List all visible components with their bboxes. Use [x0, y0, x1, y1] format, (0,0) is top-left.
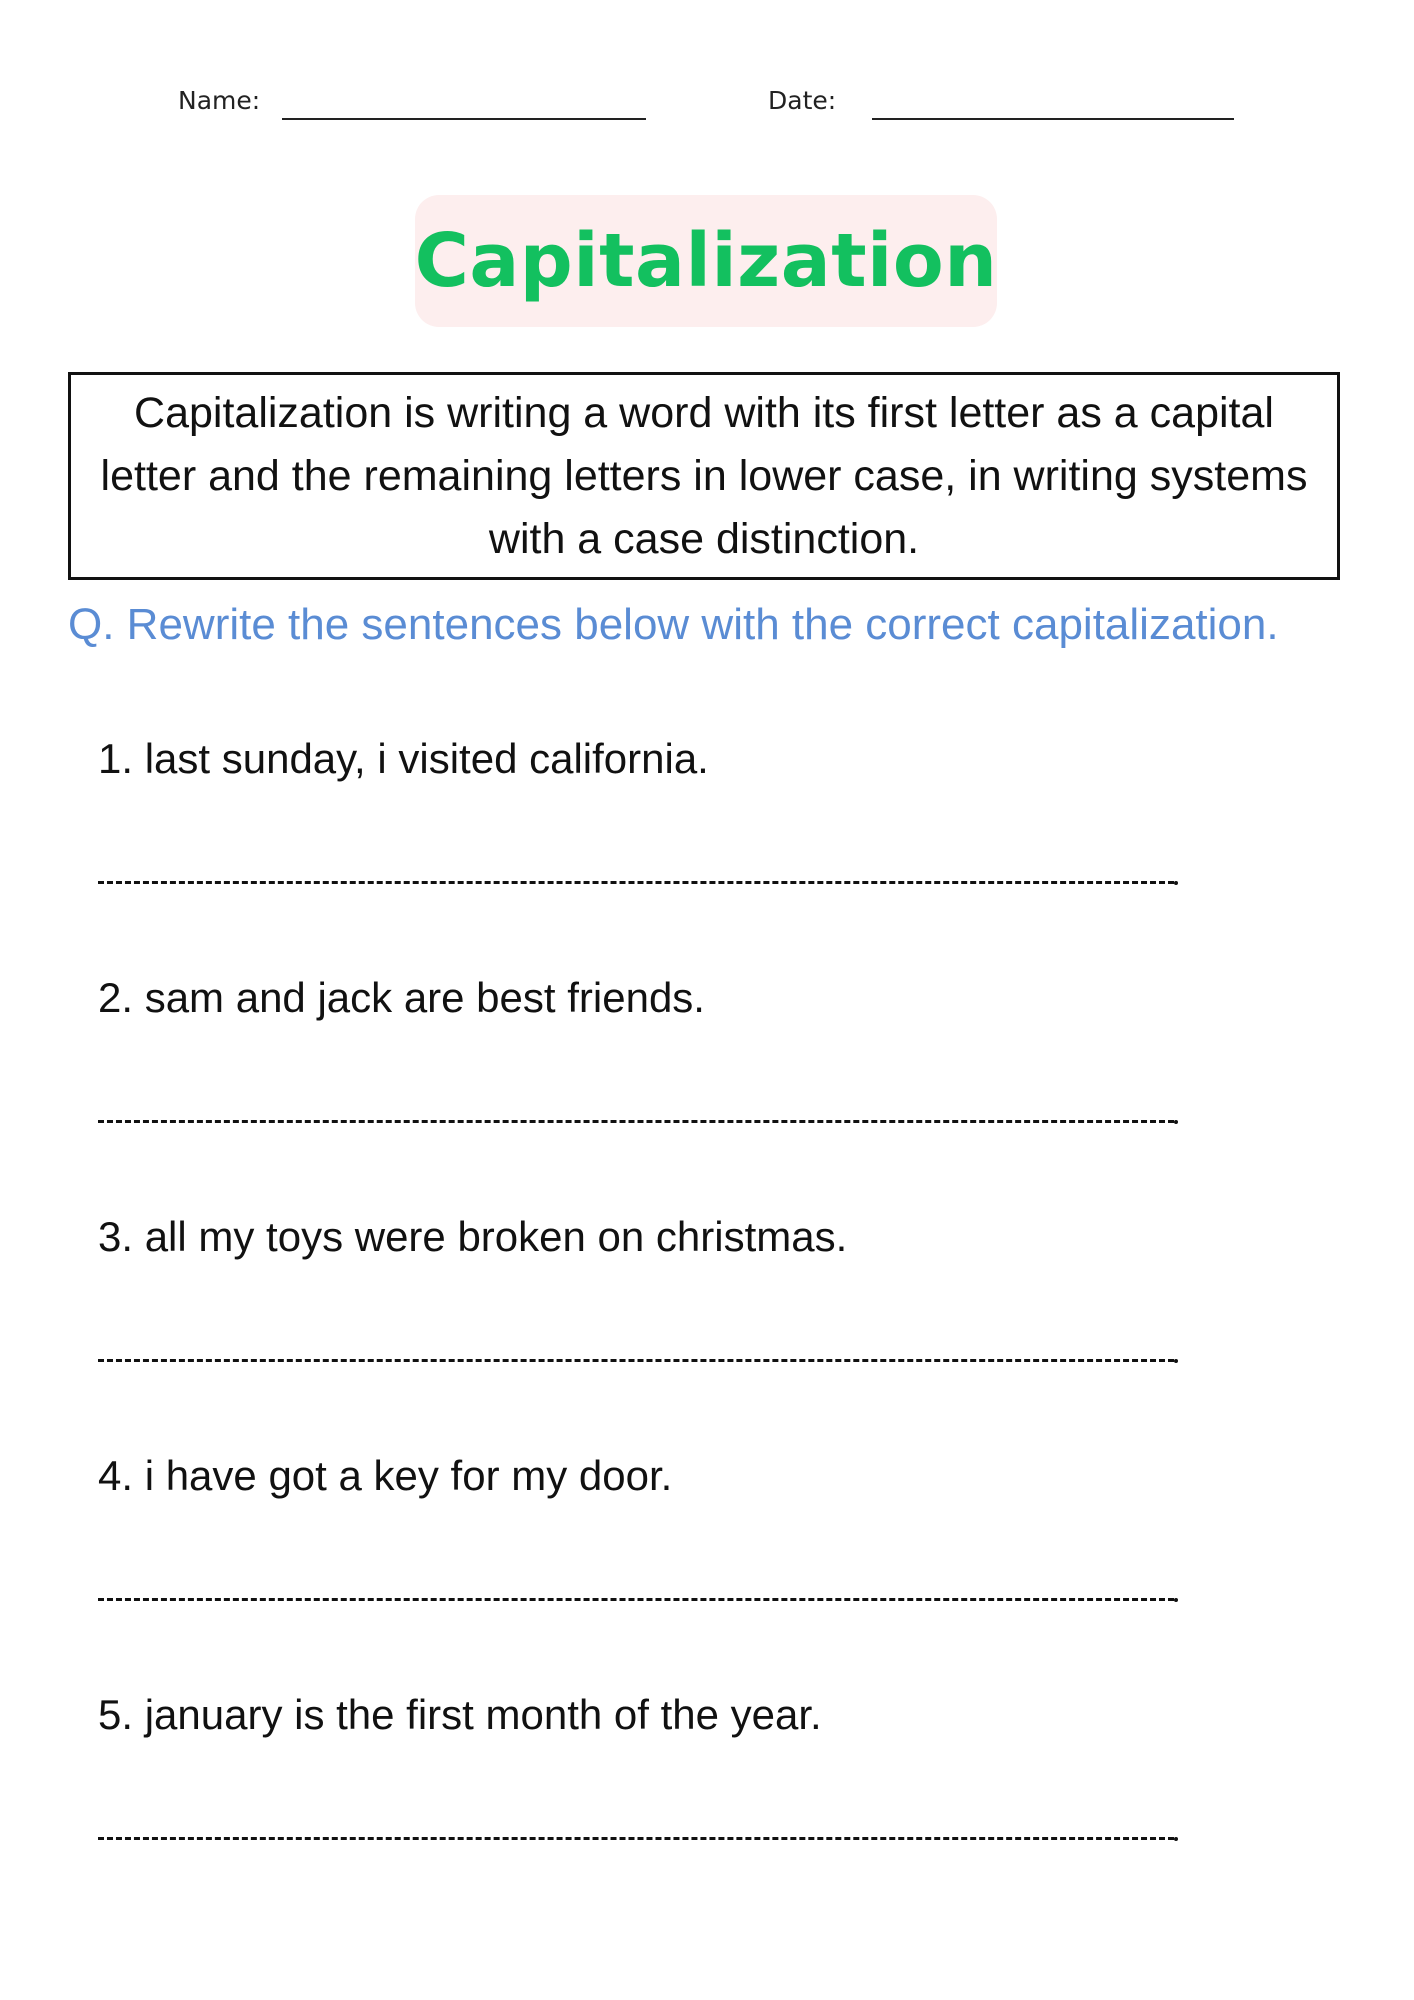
page-title: Capitalization [414, 218, 998, 304]
question-prompt: Q. Rewrite the sentences below with the correct capitalization. [68, 600, 1279, 649]
answer-line[interactable] [98, 881, 1174, 884]
answer-line-end [1174, 881, 1178, 885]
answer-line-end [1174, 1120, 1178, 1124]
exercise-sentence: 4. i have got a key for my door. [98, 1452, 673, 1499]
exercise-sentence: 5. january is the first month of the year. [98, 1691, 822, 1738]
definition-text: Capitalization is writing a word with its first letter as a capital letter and the remaining letters in lower case, in writing systems with a case distinction. [100, 388, 1308, 563]
answer-line[interactable] [98, 1598, 1174, 1601]
date-label: Date: [768, 86, 837, 115]
definition-box [68, 372, 1340, 580]
name-label: Name: [178, 86, 261, 115]
exercise-item [98, 1452, 672, 1500]
exercise-item [98, 1691, 822, 1739]
exercise-sentence: 1. last sunday, i visited california. [98, 735, 709, 782]
answer-line-end [1174, 1598, 1178, 1602]
date-field-line[interactable] [872, 118, 1234, 120]
answer-line[interactable] [98, 1359, 1174, 1362]
exercise-item [98, 735, 709, 783]
exercise-item [98, 1213, 847, 1261]
exercise-item [98, 974, 705, 1022]
answer-line[interactable] [98, 1120, 1174, 1123]
name-field-line[interactable] [282, 118, 646, 120]
exercise-sentence: 2. sam and jack are best friends. [98, 974, 705, 1021]
answer-line-end [1174, 1837, 1178, 1841]
title-banner [415, 195, 997, 327]
answer-line[interactable] [98, 1837, 1174, 1840]
answer-line-end [1174, 1359, 1178, 1363]
exercise-sentence: 3. all my toys were broken on christmas. [98, 1213, 848, 1260]
